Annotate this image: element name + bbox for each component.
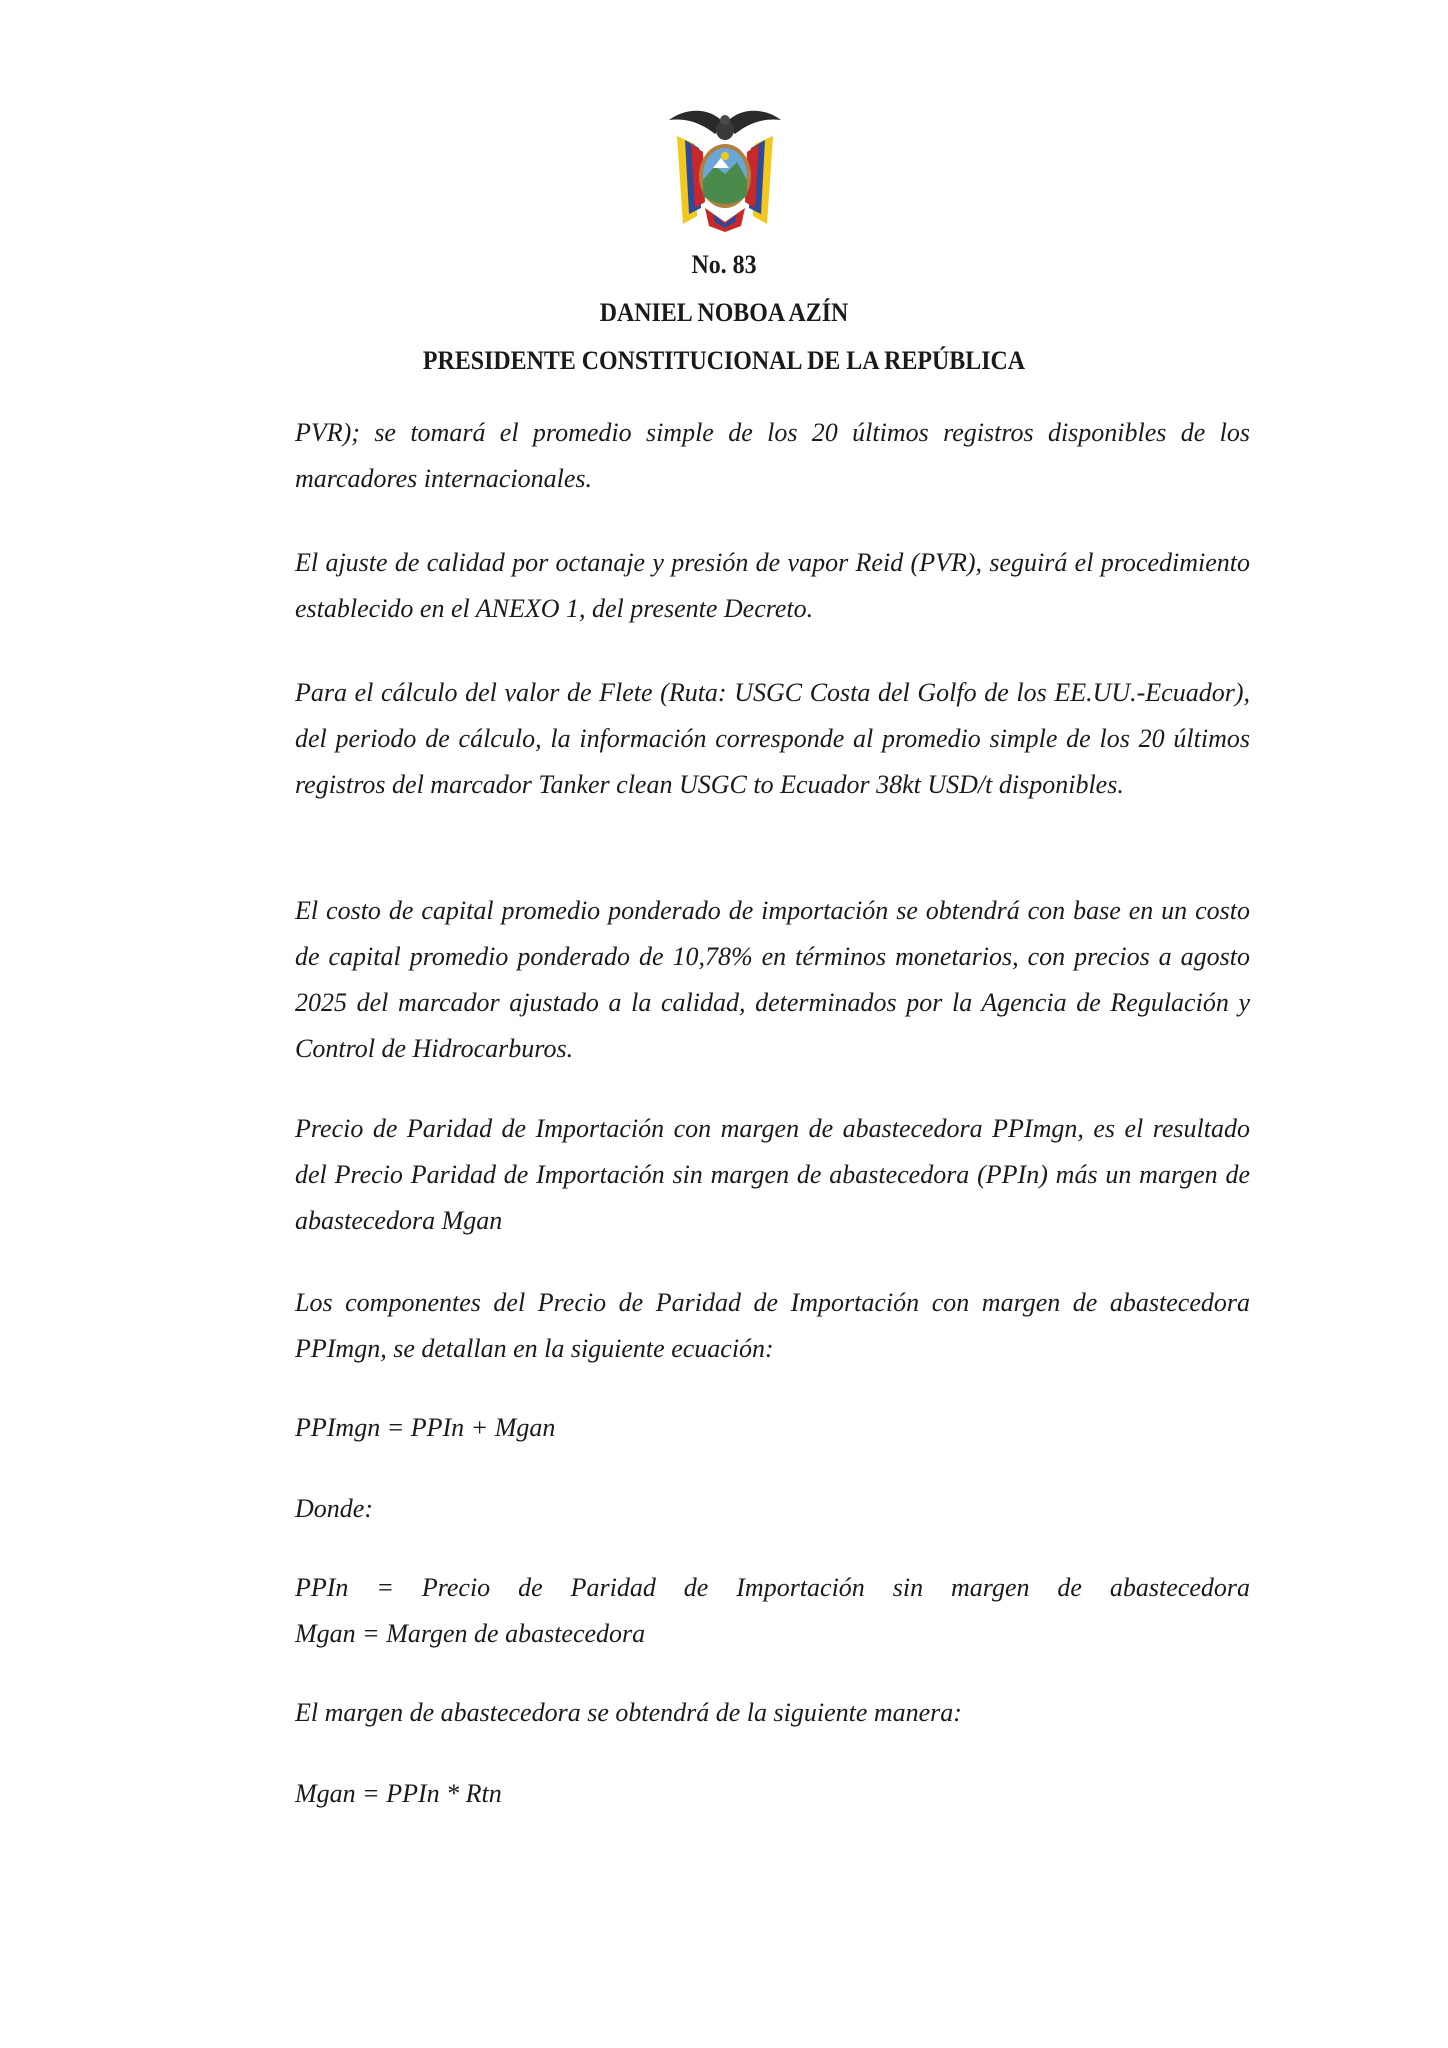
coat-of-arms-icon [655, 96, 795, 236]
equation: Mgan = PPIn * Rtn [295, 1779, 502, 1808]
paragraph: Para el cálculo del valor de Flete (Ruta: USGC Costa del Golfo de los EE.UU.-Ecuador), del periodo de cálculo, la información corresponde al promedio simple de los 20 últimos registros del marcador Tanker clean USGC to Ecuador 38kt USD/t disponibles. [295, 678, 1250, 799]
president-name: DANIEL NOBOA AZÍN [599, 298, 849, 327]
definition: Mgan = Margen de abastecedora [295, 1619, 646, 1648]
paragraph: Precio de Paridad de Importación con margen de abastecedora PPImgn, es el resultado del Precio Paridad de Importación sin margen de abastecedora (PPIn) más un margen de abastecedora Mgan [295, 1114, 1250, 1235]
decree-number: No. 83 [691, 250, 757, 279]
paragraph: El margen de abastecedora se obtendrá de la siguiente manera: [295, 1698, 962, 1727]
paragraph: Donde: [295, 1494, 373, 1523]
definition: PPIn = Precio de Paridad de Importación sin margen de abastecedora [295, 1573, 1250, 1602]
president-title: PRESIDENTE CONSTITUCIONAL DE LA REPÚBLICA [422, 346, 1026, 375]
paragraph: PVR); se tomará el promedio simple de los 20 últimos registros disponibles de los marcadores internacionales. [295, 418, 1250, 493]
paragraph: El ajuste de calidad por octanaje y presión de vapor Reid (PVR), seguirá el procedimiento establecido en el ANEXO 1, del presente Decreto. [295, 548, 1250, 623]
paragraph: Los componentes del Precio de Paridad de Importación con margen de abastecedora PPImgn, se detallan en la siguiente ecuación: [295, 1288, 1250, 1363]
equation: PPImgn = PPIn + Mgan [295, 1413, 556, 1442]
paragraph: El costo de capital promedio ponderado de importación se obtendrá con base en un costo de capital promedio ponderado de 10,78% en términos monetarios, con precios a agosto 2025 del marcador ajustado a la calidad, determinados por la Agencia de Regulación y Control de Hidrocarburos. [295, 896, 1250, 1063]
